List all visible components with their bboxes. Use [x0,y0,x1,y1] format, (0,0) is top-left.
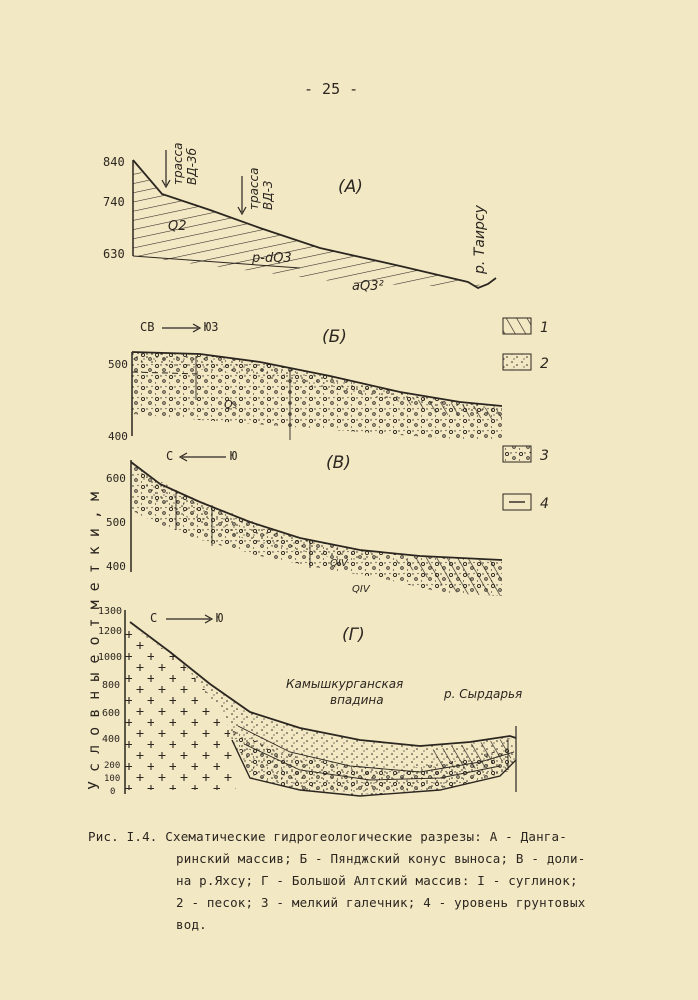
section-b-dir-right: ЮЗ [204,320,219,334]
section-a-river: р. Таирсу [472,205,488,274]
legend-swatch-loam [503,318,531,334]
legend-num-4: 4 [540,496,549,512]
route2-label-line2: ВД-3 [261,180,275,210]
section-a-tick-630: 630 [103,247,125,261]
legend-num-1: 1 [540,320,549,336]
route1-label-line2: ВД-3б [185,148,199,185]
section-b-tick-400: 400 [108,430,128,443]
route2-label-line1: трасса [247,167,261,210]
section-g-tick-1000: 1000 [98,652,123,663]
caption-line-1: Рис. I.4. Схематические гидрогеологические разрезы: А - Данга- [88,829,567,844]
section-g [98,606,522,797]
section-b-unit: Q₃ [224,398,238,411]
section-v-tick-600: 600 [106,472,126,485]
route1-label-line1: трасса [171,142,185,185]
section-v-unit-2: QIV [352,584,370,595]
section-g-label: (Г) [342,625,365,645]
section-g-tick-200: 200 [104,761,121,771]
caption-line-3: на р.Яхсу; Г - Большой Алтский массив: I - суглинок; [176,873,578,888]
caption-line-2: ринский массив; Б - Пянджский конус выноса; В - доли- [176,851,586,866]
section-v-tick-500: 500 [106,516,126,529]
section-g-plain-line1: Камышкурганская [286,677,404,691]
figure-caption [88,826,628,936]
legend-swatch-gravel [503,446,531,462]
section-g-tick-100: 100 [104,774,121,784]
section-g-tick-800: 800 [102,680,121,691]
section-a-unit-pdq3: p-dQ3 [252,251,292,266]
section-b-dir-left: СВ [140,320,155,334]
section-g-dir-left: С [150,611,158,625]
section-a [103,142,496,294]
section-g-plain-line2: впадина [330,693,384,707]
legend-num-2: 2 [540,356,549,372]
section-b-label: (Б) [322,327,347,347]
section-g-tick-1300: 1300 [98,606,123,617]
section-g-tick-1200: 1200 [98,626,123,637]
section-b [108,320,502,443]
section-g-tick-600: 600 [102,708,121,719]
caption-line-5: вод. [176,917,207,932]
section-a-tick-740: 740 [103,195,125,209]
section-g-river: р. Сырдарья [444,687,523,701]
section-g-tick-0: 0 [110,787,116,797]
section-g-tick-400: 400 [102,734,121,745]
legend [503,318,549,512]
section-v [106,449,502,596]
legend-num-3: 3 [540,448,549,464]
section-a-label: (А) [338,177,363,197]
section-b-tick-500: 500 [108,358,128,371]
section-a-unit-q2: Q2 [168,219,187,234]
section-a-unit-aq3: aQ3² [352,279,384,294]
section-v-unit-1: QIV [330,558,348,569]
caption-line-4: 2 - песок; 3 - мелкий галечник; 4 - уровень грунтовых [176,895,586,910]
legend-swatch-sand [503,354,531,370]
vertical-axis-label: У с л о в н ы е о т м е т к и , м [85,491,103,790]
section-v-dir-left: С [166,449,174,463]
section-a-tick-840: 840 [103,155,125,169]
section-v-dir-right: Ю [230,449,238,463]
section-v-label: (В) [326,453,351,473]
section-g-dir-right: Ю [216,611,224,625]
page-number: - 25 - [304,80,359,98]
section-v-tick-400: 400 [106,560,126,573]
